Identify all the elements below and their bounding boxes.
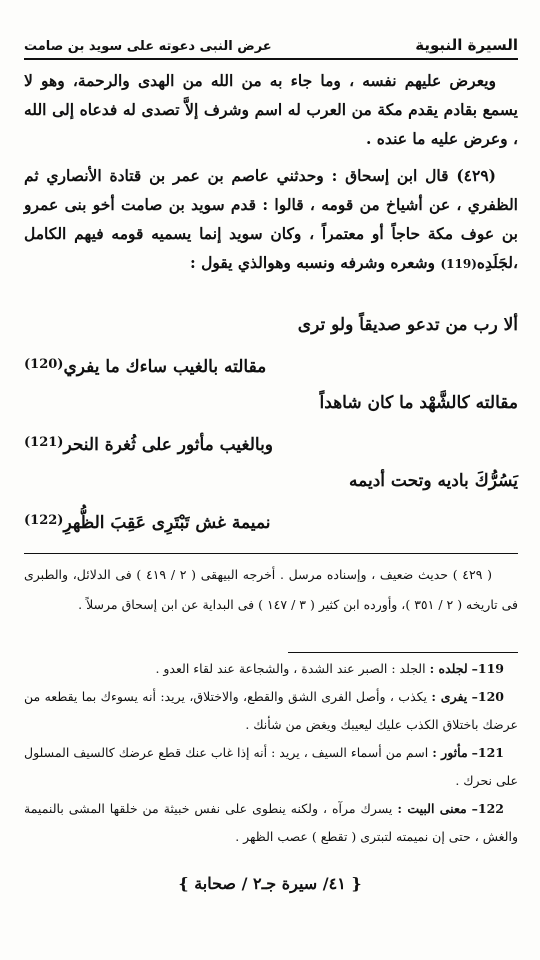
paragraph-1: ويعرض عليهم نفسه ، وما جاء به من الله من الهدى والرحمة، وهو لا يسمع بقادم يقدم مكة من العرب له اسم وشرف إلاَّ تصدى له فدعاه إلى الله ، وعرض عليه ما عنده .: [24, 71, 518, 148]
footnote-text: الجلد : الصبر عند الشدة ، والشجاعة عند لقاء العدو .: [155, 661, 430, 676]
footnote-number: 121–: [471, 745, 504, 760]
footnote-ref-119: (119): [440, 257, 477, 271]
paragraph-2-text: (٤٢٩) قال ابن إسحاق : وحدثني عاصم بن عمر بن قتادة الأنصاري ثم الظفري ، عن أشياخ من قومه ، قالوا : قدم سويد بن صامت أخو بنى عمرو بن عوف مكة حاجاً أو معتمراً ، وكان سويد إنما يسميه قومه فيهم الكامل ،لجَلَدِه: [24, 166, 518, 272]
footnotes: [24, 655, 518, 851]
footnote-text: يكذب ، وأصل الفرى الشق والقطع، والاختلاق، يريد: أنه يسوءك بما يقطعه من عرضك باختلاق الكذب عليك ليعيبك ويغض من شأنك .: [24, 689, 518, 732]
page-signature: { ٤١/ سيرة جـ٢ / صحابة }: [178, 874, 362, 893]
verse-line: [24, 423, 518, 462]
verse-footnote-ref: (121): [24, 435, 64, 450]
verse-text: مقالته كالشَّهْد ما كان شاهداً: [319, 393, 518, 413]
verse-footnote-ref: (120): [24, 357, 64, 372]
verse-line: [24, 501, 518, 540]
verse-text: نميمة غش تَبْتَرِى عَقِبَ الظُّهرِ: [63, 513, 271, 533]
verse-text: ألا رب من تدعو صديقاً ولو ترى: [297, 315, 518, 335]
footnote-text: اسم من أسماء السيف ، يريد : أنه إذا غاب عنك قطع عرضك كالسيف المسلول على نحرك .: [24, 745, 518, 788]
footnote-short-rule: [288, 652, 518, 653]
footnote-text: يسرك مرآه ، ولكنه ينطوى على نفس خبيثة من خلقها المشى بالنميمة والغش ، حتى إن نميمته لتبترى ( تقطع ) عصب الظهر .: [24, 801, 518, 844]
footnote-term: مأثور :: [432, 745, 468, 760]
footnote-term: يفرى :: [431, 689, 468, 704]
running-header: [24, 28, 518, 54]
hadith-grading-note: [24, 560, 518, 620]
footnote-item: [24, 795, 518, 851]
paragraph-2-tail: وشعره وشرفه ونسبه وهوالذي يقول :: [189, 253, 441, 272]
book-title: السيرة النبوية: [415, 36, 518, 54]
verse-text: يَسُرُّكَ باديه وتحت أديمه: [349, 471, 518, 491]
footnote-item: [24, 683, 518, 739]
paragraph-2: [24, 161, 518, 279]
poem: [24, 306, 518, 540]
footnote-separator: [24, 553, 518, 554]
verse-line: [24, 384, 518, 423]
footnote-term: معنى البيت :: [397, 801, 467, 816]
hadith-note-text: ( ٤٢٩ ) حديث ضعيف ، وإسناده مرسل . أخرجه البيهقى ( ٢ / ٤١٩ ) فى الدلائل، والطبرى فى تاريخه ( ٢ / ٣٥١ )، وأورده ابن كثير ( ٣ / ١٤٧ ) فى البداية عن ابن إسحاق مرسلاً .: [24, 567, 518, 612]
footnote-term: لجلده :: [429, 661, 468, 676]
verse-line: [24, 345, 518, 384]
footnote-number: 120–: [471, 689, 504, 704]
header-rule: [24, 58, 518, 60]
chapter-title: عرض النبى دعوته على سويد بن صامت: [24, 39, 272, 54]
footnote-number: 119–: [471, 661, 504, 676]
verse-text: مقالته بالغيب ساءك ما يفري: [63, 357, 267, 377]
main-text: [24, 66, 518, 279]
verse-line: [24, 462, 518, 501]
verse-line: [24, 306, 518, 345]
verse-footnote-ref: (122): [24, 513, 64, 528]
footnote-item: [24, 739, 518, 795]
footnote-number: 122–: [471, 801, 504, 816]
verse-text: وبالغيب مأثور على ثُغرة النحر: [63, 435, 274, 455]
footnote-item: [24, 655, 518, 683]
